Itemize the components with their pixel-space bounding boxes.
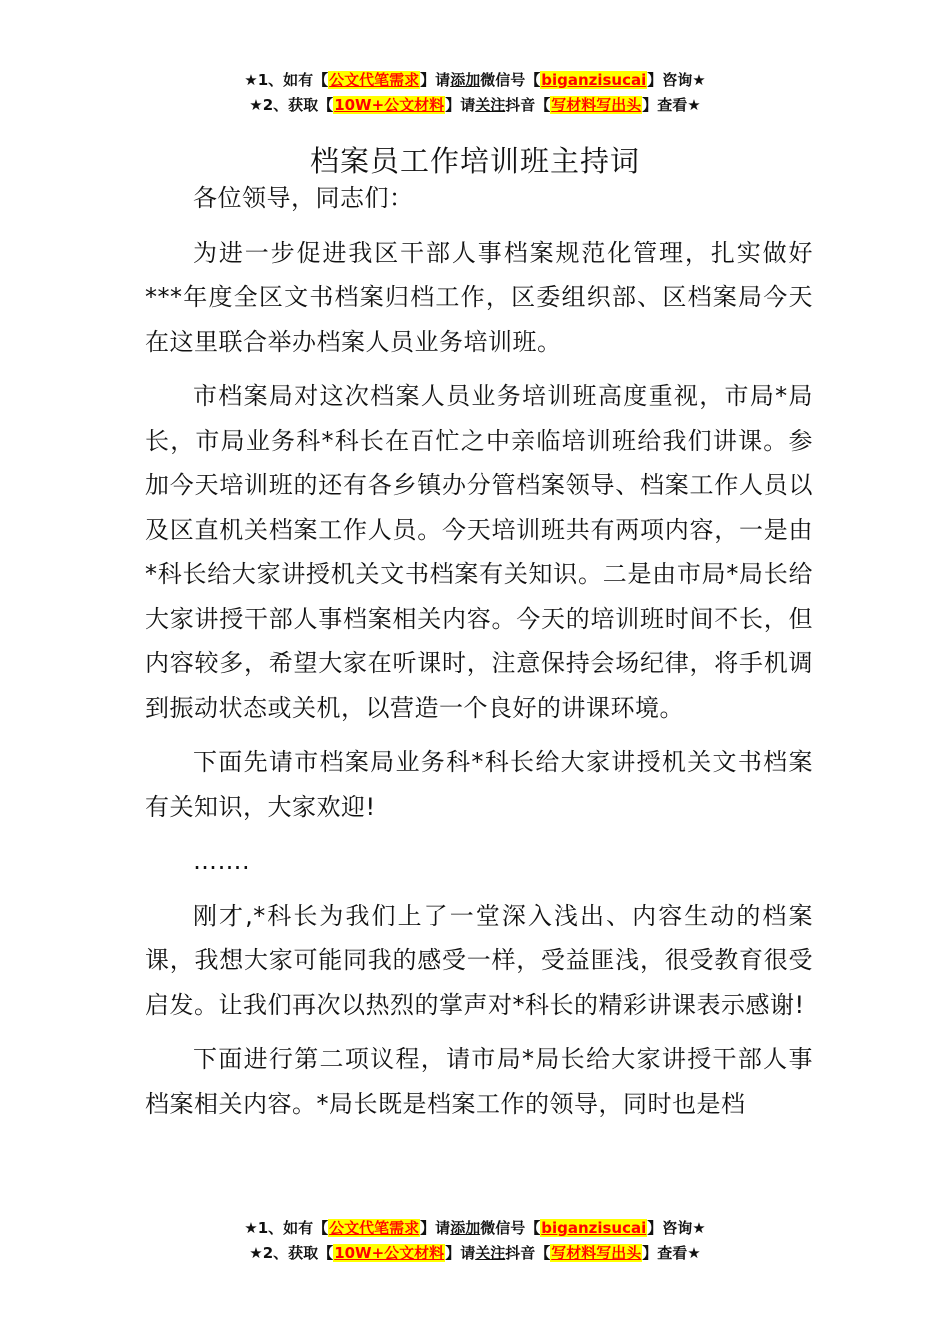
promo-line-1	[0, 68, 950, 93]
promo-text: 微信号【	[480, 71, 541, 89]
promo-highlight-douyin-account: 写材料写出头	[551, 96, 642, 114]
promo-underline-follow: 关注	[475, 96, 506, 114]
promo-text: 】咨询★	[647, 1219, 706, 1237]
promo-underline-follow: 关注	[475, 1244, 506, 1262]
promo-line-2	[0, 93, 950, 118]
promo-line-2	[0, 1241, 950, 1266]
promo-text: 】请	[420, 1219, 451, 1237]
paragraph: 刚才,*科长为我们上了一堂深入浅出、内容生动的档案课，我想大家可能同我的感受一样，受益匪浅，很受教育很受启发。让我们再次以热烈的掌声对*科长的精彩讲课表示感谢!	[145, 901, 813, 1019]
document-title: 档案员工作培训班主持词	[309, 144, 640, 179]
promo-text: 】查看★	[642, 96, 701, 114]
promo-highlight-service: 公文代笔需求	[329, 1219, 420, 1237]
promo-text: 】咨询★	[647, 71, 706, 89]
promo-text: ★1、如有【	[244, 1219, 329, 1237]
promo-text: 微信号【	[480, 1219, 541, 1237]
promo-text: 】请	[420, 71, 451, 89]
promo-text: ★1、如有【	[244, 71, 329, 89]
promo-text: 】请	[445, 1244, 476, 1262]
promo-highlight-douyin-account: 写材料写出头	[551, 1244, 642, 1262]
promo-highlight-wechat-id: biganzisucai	[541, 1219, 647, 1237]
paragraph: 市档案局对这次档案人员业务培训班高度重视，市局*局长，市局业务科*科长在百忙之中亲临培训班给我们讲课。参加今天培训班的还有各乡镇办分管档案领导、档案工作人员以及区直机关档案工作人员。今天培训班共有两项内容，一是由*科长给大家讲授机关文书档案有关知识。二是由市局*局长给大家讲授干部人事档案相关内容。今天的培训班时间不长，但内容较多，希望大家在听课时，注意保持会场纪律，将手机调到振动状态或关机，以营造一个良好的讲课环境。	[145, 382, 813, 722]
bottom-promo-banner	[0, 1216, 950, 1266]
paragraph-ellipsis: …….	[193, 847, 251, 875]
promo-text: 抖音【	[505, 96, 551, 114]
paragraph-salutation: 各位领导，同志们：	[193, 184, 414, 212]
promo-text: 】查看★	[642, 1244, 701, 1262]
promo-highlight-wechat-id: biganzisucai	[541, 71, 647, 89]
promo-underline-add: 添加	[450, 1219, 481, 1237]
promo-highlight-materials: 10W+公文材料	[334, 96, 445, 114]
promo-text: 】请	[445, 96, 476, 114]
promo-highlight-service: 公文代笔需求	[329, 71, 420, 89]
promo-underline-add: 添加	[450, 71, 481, 89]
top-promo-banner	[0, 68, 950, 118]
promo-text: ★2、获取【	[249, 1244, 334, 1262]
paragraph: 下面先请市档案局业务科*科长给大家讲授机关文书档案有关知识，大家欢迎!	[145, 748, 813, 821]
promo-highlight-materials: 10W+公文材料	[334, 1244, 445, 1262]
document-body	[145, 176, 813, 1136]
paragraph: 为进一步促进我区干部人事档案规范化管理，扎实做好***年度全区文书档案归档工作，区委组织部、区档案局今天在这里联合举办档案人员业务培训班。	[145, 238, 813, 356]
promo-text: ★2、获取【	[249, 96, 334, 114]
promo-line-1	[0, 1216, 950, 1241]
promo-text: 抖音【	[505, 1244, 551, 1262]
paragraph: 下面进行第二项议程，请市局*局长给大家讲授干部人事档案相关内容。*局长既是档案工作的领导，同时也是档	[145, 1045, 813, 1118]
